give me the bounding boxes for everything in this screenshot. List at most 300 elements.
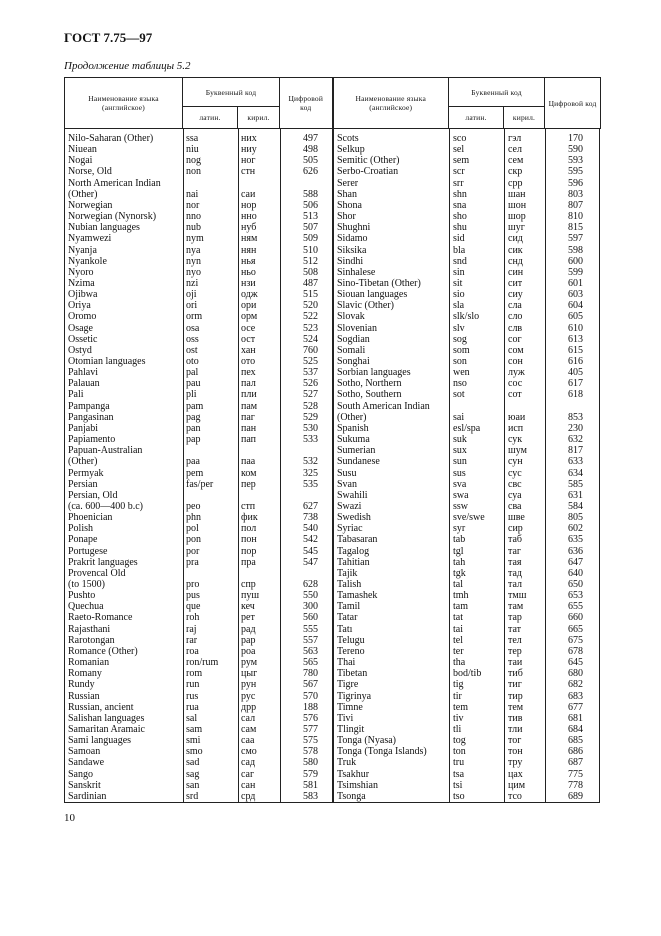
latin-code: pon [186,534,201,546]
cyrillic-code: сан [241,779,256,791]
digit-code: 512 [303,255,318,267]
table-row [65,479,601,490]
digit-code-right: 618 [568,389,583,401]
latin-code-right: son [453,356,467,367]
digit-code-right: 805 [568,512,583,524]
cyrillic-code-right: тон [508,746,523,758]
language-name: (to 1500) [68,579,105,590]
language-name: Pali [68,389,84,401]
latin-code-right: srr [453,177,464,189]
latin-code: run [186,679,200,691]
cyrillic-code: пол [241,523,257,535]
latin-code: pag [186,411,201,423]
table-row [65,412,601,423]
table-row [65,289,601,300]
digit-code: 527 [303,389,318,401]
latin-code: rom [186,668,203,680]
digit-code-right: 635 [568,534,583,546]
language-name: (Other) [68,456,98,468]
latin-code: pal [186,367,199,379]
cyrillic-code-right: там [508,601,524,613]
digit-code: 576 [303,712,318,724]
language-name-right: Susu [337,467,357,479]
digit-code-right: 645 [568,657,583,669]
table-row [65,456,601,467]
latin-code-right: sin [453,266,465,278]
language-name-right: Siksika [337,244,367,256]
cyrillic-code-right: тал [508,579,523,590]
latin-code-right: nso [453,378,467,390]
language-name-right: Tigre [337,679,359,691]
language-name: Pampanga [68,400,110,412]
cyrillic-code-right: тар [508,612,522,624]
language-name-right: Somali [337,344,366,356]
cyrillic-code-right: тел [508,634,522,646]
table-row [65,211,601,222]
digit-code: 528 [303,400,318,412]
cyrillic-code-right: шве [508,512,525,524]
language-name-right: Tigrinya [337,690,372,702]
table-row [65,679,601,690]
cyrillic-code-right: исп [508,422,524,434]
language-name: Nilo-Saharan (Other) [68,133,154,144]
cyrillic-code-right: тсо [508,790,522,802]
digit-code-right: 655 [568,601,583,613]
language-name-right: South American Indian [337,400,430,412]
digit-code: 530 [303,422,318,434]
cyrillic-code: пон [241,534,257,546]
latin-code-right: slk/slo [453,311,480,323]
language-name-right: Tagalog [337,545,370,557]
language-name: Prakrit languages [68,556,138,568]
language-name-right: Shor [337,211,356,223]
language-name-right: Tsonga [337,790,366,802]
digit-code: 513 [303,211,318,223]
latin-code-right: tso [453,790,465,802]
language-name-right: Slavic (Other) [337,300,394,312]
language-name-right: Serer [337,177,359,189]
cyrillic-code: пуш [241,590,260,602]
digit-code: 550 [303,590,318,602]
language-name: Persian [68,478,98,490]
cyrillic-code: пал [241,378,256,390]
table-row [65,657,601,668]
latin-code-right: shn [453,188,467,200]
digit-code: 497 [303,133,318,144]
language-name: Ponape [68,534,98,546]
latin-code: nyo [186,266,201,278]
digit-code-right: 778 [568,779,583,791]
table-row [65,646,601,657]
digit-code: 578 [303,746,318,758]
table-header [64,77,601,129]
latin-code-right: tli [453,723,462,735]
language-name: Nyoro [68,266,94,278]
table-row [65,189,601,200]
language-name: Oromo [68,311,97,323]
latin-code: smi [186,735,201,747]
cyrillic-code-right: сон [508,356,523,367]
latin-code-right: sid [453,233,465,245]
cyrillic-code: орм [241,311,258,323]
digit-code-right: 682 [568,679,583,691]
table-row [65,713,601,724]
latin-code-right: ssw [453,500,469,512]
table-row [65,434,601,445]
latin-code-right: scr [453,166,465,178]
language-name-right: Sumerian [337,445,376,457]
digit-code: 540 [303,523,318,535]
latin-code-right: ton [453,746,466,758]
digit-code-right: 615 [568,344,583,356]
latin-code: pan [186,422,201,434]
language-name: Romance (Other) [68,645,138,657]
digit-code-right: 603 [568,289,583,301]
latin-code-right: bla [453,244,466,256]
digit-code-right: 616 [568,356,583,367]
digit-code-right: 640 [568,567,583,579]
language-name: Palauan [68,378,100,390]
latin-code-right: swa [453,489,469,501]
digit-code-right: 687 [568,757,583,769]
digit-code: 565 [303,657,318,669]
digit-code-right: 775 [568,768,583,780]
cyrillic-code: цыг [241,668,258,680]
language-name: Nubian languages [68,222,140,234]
digit-code-right: 597 [568,233,583,245]
language-name-right: Tlingit [337,723,365,735]
table-row [65,445,601,456]
cyrillic-code: ори [241,300,257,312]
latin-code: rus [186,690,199,702]
cyrillic-code-right: сид [508,233,523,245]
digit-code-right: 605 [568,311,583,323]
table-row [65,245,601,256]
digit-code-right: 170 [568,133,583,144]
latin-code-right: tir [453,690,462,702]
cyrillic-code: стп [241,500,256,512]
language-name-right: Spanish [337,422,369,434]
cyrillic-code: ост [241,333,256,345]
digit-code: 506 [303,199,318,211]
cyrillic-code: ниу [241,144,257,156]
language-name: Ojibwa [68,289,98,301]
latin-code-right: sog [453,333,467,345]
cyrillic-code: нян [241,244,257,256]
cyrillic-code-right: сос [508,378,523,390]
language-name-right: Songhai [337,356,370,367]
language-name-right: Tereno [337,645,365,657]
digit-code: 580 [303,757,318,769]
language-name: Permyak [68,467,104,479]
language-name-right: Slovak [337,311,365,323]
language-name: Sango [68,768,93,780]
latin-code: paa [186,456,200,468]
header-letter-code: Буквенный код [183,78,280,107]
digit-code: 760 [303,344,318,356]
cyrillic-code-right: тад [508,567,523,579]
latin-code-right: snd [453,255,467,267]
language-name-right: Semitic (Other) [337,155,400,167]
latin-code-right: syr [453,523,466,535]
language-name-right: Sino-Tibetan (Other) [337,277,421,289]
cyrillic-code-right: таг [508,545,522,557]
latin-code-right: sve/swe [453,512,485,524]
latin-code: san [186,779,200,791]
cyrillic-code-right: цим [508,779,526,791]
table-row [65,702,601,713]
cyrillic-code-right: луж [508,367,525,379]
cyrillic-code-right: тиб [508,668,523,680]
digit-code-right: 631 [568,489,583,501]
digit-code: 498 [303,144,318,156]
latin-code-right: sem [453,155,470,167]
cyrillic-code-right: снд [508,255,523,267]
latin-code: phn [186,512,201,524]
language-name-right: Tsimshian [337,779,378,791]
cyrillic-code-right: сир [508,523,523,535]
digit-code-right: 650 [568,579,583,590]
cyrillic-code-right: шан [508,188,526,200]
language-name-right: Sidamo [337,233,368,245]
digit-code: 738 [303,512,318,524]
language-name-right: Selkup [337,144,365,156]
cyrillic-code-right: суа [508,489,522,501]
cyrillic-code-right: сел [508,144,522,156]
latin-code: nym [186,233,204,245]
digit-code-right: 636 [568,545,583,557]
cyrillic-code-right: сем [508,155,524,167]
digit-code: 555 [303,623,318,635]
cyrillic-code-right: тиг [508,679,522,691]
cyrillic-code: паа [241,456,256,468]
cyrillic-code-right: сиу [508,289,523,301]
table-row [65,735,601,746]
cyrillic-code: ньо [241,266,256,278]
cyrillic-code: пап [241,434,257,446]
language-name-right: Tamil [337,601,361,613]
digit-code: 628 [303,579,318,590]
latin-code-right: sla [453,300,465,312]
cyrillic-code: нно [241,211,257,223]
table-body [64,128,600,803]
language-name: Provencal Old [68,567,126,579]
header-cyrillic: кирил. [238,107,280,129]
table-row [65,378,601,389]
cyrillic-code-right: тли [508,723,523,735]
cyrillic-code: них [241,133,257,144]
cyrillic-code: рет [241,612,255,624]
language-name-right: Scots [337,133,359,144]
language-name: (Other) [68,188,98,200]
language-name: Sanskrit [68,779,101,791]
digit-code-right: 807 [568,199,583,211]
latin-code-right: sit [453,277,463,289]
latin-code-right: sio [453,289,465,301]
language-name: Norse, Old [68,166,112,178]
table-row [65,256,601,267]
language-name-right: Sindhi [337,255,364,267]
cyrillic-code: рар [241,634,256,646]
cyrillic-code-right: скр [508,166,523,178]
digit-code: 325 [303,467,318,479]
digit-code: 523 [303,322,318,334]
latin-code-right: som [453,344,470,356]
cyrillic-code-right: тая [508,556,522,568]
cyrillic-code: пор [241,545,257,557]
cyrillic-code-right: цах [508,768,523,780]
language-name-right: Siouan languages [337,289,408,301]
table-row [65,724,601,735]
cyrillic-code: пех [241,367,256,379]
digit-code-right: 684 [568,723,583,735]
language-name: Russian [68,690,100,702]
cyrillic-code-right: тив [508,712,523,724]
digit-code: 581 [303,779,318,791]
latin-code: oss [186,333,199,345]
latin-code-right: sco [453,133,467,144]
digit-code-right: 599 [568,266,583,278]
header-latin-right: латин. [449,107,504,129]
latin-code-right: tam [453,601,468,613]
table-row [65,590,601,601]
language-name: Pushto [68,590,96,602]
cyrillic-code: пам [241,400,258,412]
latin-code: ost [186,344,198,356]
language-name: Russian, ancient [68,701,134,713]
cyrillic-code-right: шум [508,445,527,457]
cyrillic-code: хан [241,344,256,356]
cyrillic-code-right: тат [508,623,522,635]
table-row [65,579,601,590]
digit-code: 537 [303,367,318,379]
header-latin: латин. [183,107,238,129]
cyrillic-code: саа [241,735,255,747]
digit-code: 547 [303,556,318,568]
cyrillic-code-right: таб [508,534,523,546]
latin-code-right: sna [453,199,467,211]
cyrillic-code-right: тог [508,735,522,747]
latin-code: orm [186,311,203,323]
digit-code: 520 [303,300,318,312]
language-name: Polish [68,523,94,535]
cyrillic-code-right: сло [508,311,523,323]
digit-code-right: 675 [568,634,583,646]
latin-code: ron/rum [186,657,219,669]
language-name: Portugese [68,545,108,557]
latin-code-right: tgl [453,545,464,557]
latin-code: pem [186,467,204,479]
latin-code-right: sva [453,478,467,490]
cyrillic-code: роа [241,645,256,657]
latin-code: sal [186,712,198,724]
latin-code: nai [186,188,199,200]
latin-code-right: sus [453,467,466,479]
table-row [65,133,601,144]
latin-code-right: esl/spa [453,422,481,434]
cyrillic-code-right: шор [508,211,526,223]
digit-code: 515 [303,289,318,301]
cyrillic-code: саг [241,768,255,780]
latin-code-right: tsi [453,779,463,791]
language-name-right: Tabasaran [337,534,378,546]
language-name-right: Tatı [337,623,353,635]
header-digit-code-right: Цифровой код [545,78,601,129]
language-name: Sandawe [68,757,105,769]
cyrillic-code-right: таи [508,657,523,669]
cyrillic-code: фик [241,512,258,524]
digit-code: 532 [303,456,318,468]
digit-code-right: 647 [568,556,583,568]
digit-code-right: 593 [568,155,583,167]
table-row [65,166,601,177]
language-name-right: Sotho, Northern [337,378,402,390]
latin-code: nog [186,155,201,167]
digit-code-right: 817 [568,445,583,457]
latin-code-right: bod/tib [453,668,482,680]
digit-code: 626 [303,166,318,178]
cyrillic-code: дрр [241,701,257,713]
header-cyrillic-right: кирил. [504,107,545,129]
language-name-right: Swahili [337,489,368,501]
digit-code-right: 633 [568,456,583,468]
latin-code-right: tah [453,556,466,568]
cyrillic-code-right: тмш [508,590,527,602]
latin-code: smo [186,746,203,758]
cyrillic-code-right: юаи [508,411,526,423]
digit-code-right: 601 [568,277,583,289]
table-row [65,267,601,278]
table-row [65,501,601,512]
table-row [65,144,601,155]
cyrillic-code-right: сик [508,244,523,256]
language-name: Ossetic [68,333,98,345]
language-name-right: (Other) [337,411,367,423]
cyrillic-code-right: шон [508,199,527,211]
cyrillic-code: саи [241,188,256,200]
latin-code-right: tiv [453,712,464,724]
cyrillic-code-right: сва [508,500,522,512]
table-continuation-caption: Продолжение таблицы 5.2 [64,60,191,72]
table-row [65,791,601,802]
digit-code: 526 [303,378,318,390]
digit-code-right: 686 [568,746,583,758]
table-row [65,278,601,289]
table-row [65,356,601,367]
document-header: ГОСТ 7.75—97 [64,30,153,45]
table-row [65,601,601,612]
digit-code: 570 [303,690,318,702]
cyrillic-code-right: сот [508,389,522,401]
language-name: Pangasinan [68,411,114,423]
cyrillic-code-right: тер [508,645,522,657]
cyrillic-code-right: сит [508,277,523,289]
language-name-right: Swazi [337,500,362,512]
language-name-right: Tonga (Tonga Islands) [337,746,427,758]
cyrillic-code-right: срр [508,177,523,189]
language-name: Romanian [68,657,110,669]
latin-code: oto [186,356,199,367]
header-language-name: Наименование языка (английское) [65,78,183,129]
table-row [65,155,601,166]
latin-code: que [186,601,201,613]
language-name-right: Telugu [337,634,365,646]
latin-code: rar [186,634,198,646]
latin-code: non [186,166,201,178]
latin-code-right: tmh [453,590,469,602]
digit-code-right: 405 [568,367,583,379]
language-name: Papuan-Australian [68,445,143,457]
